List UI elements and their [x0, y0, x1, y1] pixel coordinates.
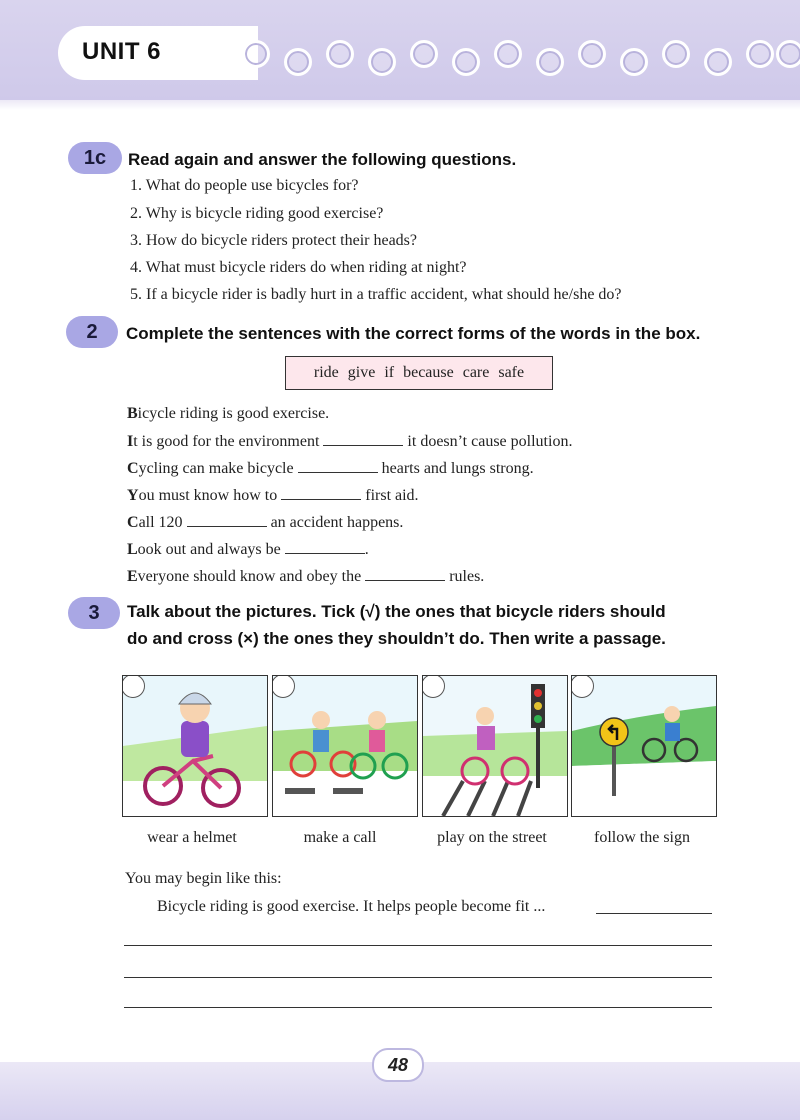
section-badge-2: 2	[66, 316, 118, 348]
sentence-initial: I	[127, 433, 134, 450]
picture-make-call	[272, 675, 418, 817]
sentence-1	[127, 404, 329, 424]
question-4: 4. What must bicycle riders do when riding at night?	[130, 259, 467, 276]
banner-shadow	[0, 100, 800, 110]
writing-line[interactable]	[124, 977, 712, 978]
circle-icon	[776, 40, 800, 68]
decorative-circles	[240, 34, 800, 78]
helmet-rider-illustration	[123, 676, 267, 816]
question-3: 3. How do bicycle riders protect their heads?	[130, 232, 418, 249]
answer-blank[interactable]	[281, 485, 361, 500]
unit-title: UNIT 6	[82, 38, 162, 65]
sentence-text: ook out and always be	[137, 541, 281, 558]
section-3-title-line1: Talk about the pictures. Tick (√) the ones that bicycle riders should	[127, 602, 666, 621]
sentence-text: ou must know how to	[138, 487, 278, 504]
question-2: 2. Why is bicycle riding good exercise?	[130, 205, 384, 222]
sentence-initial: L	[127, 541, 138, 558]
circle-icon	[662, 40, 690, 68]
question-5: 5. If a bicycle rider is badly hurt in a traffic accident, what should he/she do?	[130, 286, 622, 303]
sentence-text: hearts and lungs strong.	[381, 460, 534, 477]
sentence-text: .	[364, 541, 369, 558]
circle-icon	[410, 40, 438, 68]
circle-icon	[620, 48, 648, 76]
section-badge-3: 3	[68, 597, 120, 629]
circle-icon	[368, 48, 396, 76]
writing-line[interactable]	[124, 1007, 712, 1008]
answer-blank[interactable]	[365, 566, 445, 581]
circle-icon	[494, 40, 522, 68]
circle-icon	[704, 48, 732, 76]
answer-blank[interactable]	[323, 431, 403, 446]
picture-follow-sign	[571, 675, 717, 817]
sentence-initial: E	[127, 568, 138, 585]
sentence-6	[127, 539, 369, 560]
sentence-2	[127, 431, 572, 452]
section-1c-title: Read again and answer the following questions.	[128, 150, 517, 169]
question-1: 1. What do people use bicycles for?	[130, 177, 359, 194]
sentence-text: icycle riding is good exercise.	[137, 405, 330, 422]
sentence-4	[127, 485, 419, 506]
section-badge-1c: 1c	[68, 142, 122, 174]
circle-icon	[452, 48, 480, 76]
sentence-text: rules.	[449, 568, 485, 585]
sentence-text: all 120	[138, 514, 183, 531]
sentence-5	[127, 512, 403, 533]
page-number: 48	[372, 1048, 424, 1082]
sentence-text: an accident happens.	[270, 514, 404, 531]
caption-follow-sign: follow the sign	[594, 829, 690, 846]
sentence-text: first aid.	[365, 487, 419, 504]
sentence-initial: C	[127, 514, 139, 531]
circle-icon	[578, 40, 606, 68]
circle-icon	[746, 40, 774, 68]
street-riders-illustration	[423, 676, 567, 816]
sentence-text: t is good for the environment	[133, 433, 320, 450]
sentence-text: it doesn’t cause pollution.	[407, 433, 573, 450]
caption-play-street: play on the street	[437, 829, 547, 846]
picture-play-street	[422, 675, 568, 817]
word-box: ride give if because care safe	[285, 356, 553, 390]
sentence-initial: C	[127, 460, 139, 477]
circle-icon	[284, 48, 312, 76]
caption-make-call: make a call	[303, 829, 377, 846]
answer-blank[interactable]	[298, 458, 378, 473]
begin-label: You may begin like this:	[125, 870, 282, 887]
section-2-title: Complete the sentences with the correct forms of the words in the box.	[126, 324, 701, 343]
circle-icon	[536, 48, 564, 76]
circle-icon	[326, 40, 354, 68]
sentence-text: veryone should know and obey the	[137, 568, 362, 585]
circle-icon	[242, 40, 270, 68]
answer-blank[interactable]	[187, 512, 267, 527]
sentence-initial: Y	[127, 487, 139, 504]
sentence-3	[127, 458, 534, 479]
sentence-7	[127, 566, 484, 587]
phone-riders-illustration	[273, 676, 417, 816]
sentence-initial: B	[127, 405, 138, 422]
writing-line[interactable]	[124, 945, 712, 946]
sign-rider-illustration	[572, 676, 716, 816]
answer-blank[interactable]	[285, 539, 365, 554]
picture-wear-helmet	[122, 675, 268, 817]
caption-wear-helmet: wear a helmet	[147, 829, 237, 846]
section-3-title-line2: do and cross (×) the ones they shouldn’t do. Then write a passage.	[127, 629, 666, 648]
sentence-text: ycling can make bicycle	[138, 460, 294, 477]
begin-text: Bicycle riding is good exercise. It helps people become fit ...	[157, 898, 546, 915]
writing-line[interactable]	[596, 913, 712, 914]
